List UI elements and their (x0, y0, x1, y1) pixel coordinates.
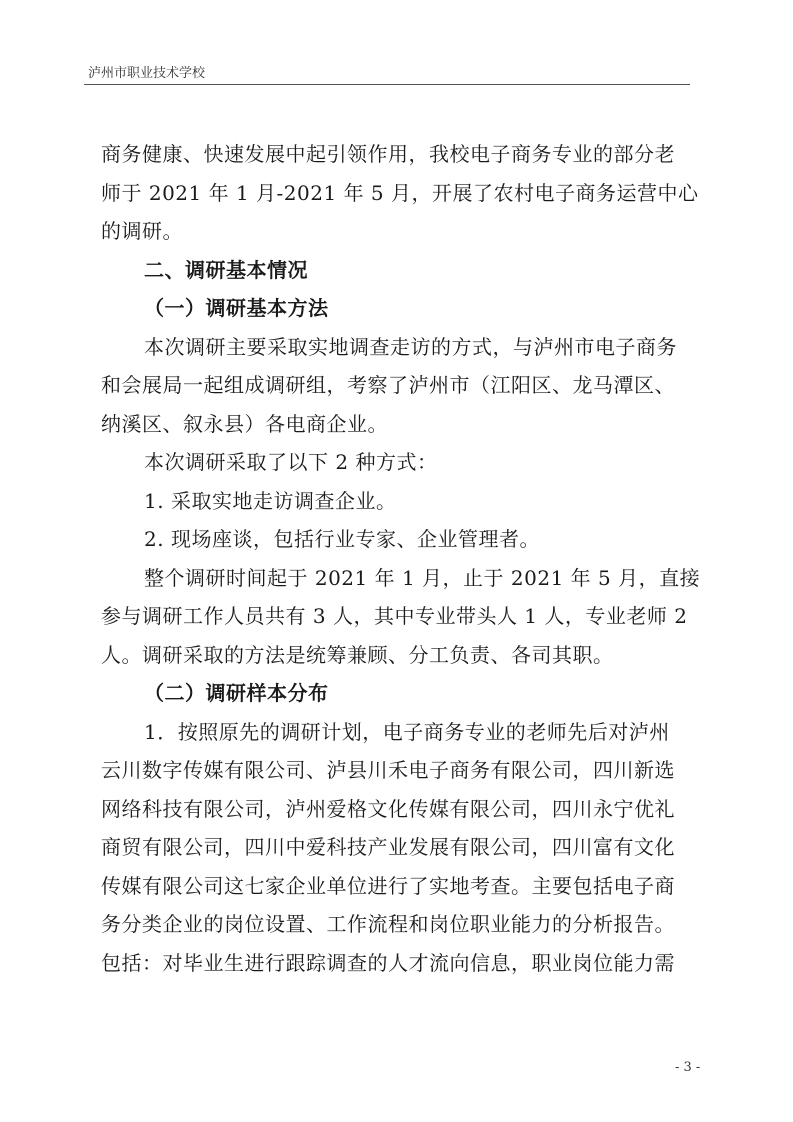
paragraph-line: 参与调研工作人员共有 3 人，其中专业带头人 1 人，专业老师 2 (101, 604, 688, 628)
paragraph-line: 人。调研采取的方法是统筹兼顾、分工负责、各司其职。 (101, 642, 614, 667)
subsection-heading: （一）调研基本方法 (144, 296, 329, 320)
running-header: 泸州市职业技术学校 (88, 66, 206, 81)
paragraph-line: 本次调研采取了以下 2 种方式： (144, 450, 438, 474)
list-item: 1. 采取实地走访调查企业。 (144, 488, 397, 513)
paragraph-line: 纳溪区、叙永县）各电商企业。 (101, 411, 388, 436)
paragraph-line: 本次调研主要采取实地调查走访的方式，与泸州市电子商务 (144, 334, 677, 359)
paragraph-line: 包括：对毕业生进行跟踪调查的人才流向信息，职业岗位能力需 (101, 950, 675, 975)
paragraph-line: 的调研。 (101, 219, 183, 243)
paragraph-line: 商贸有限公司，四川中爱科技产业发展有限公司，四川富有文化 (101, 835, 675, 859)
paragraph-line: 务分类企业的岗位设置、工作流程和岗位职业能力的分析报告。 (101, 912, 675, 936)
paragraph-line: 1．按照原先的调研计划，电子商务专业的老师先后对泸州 (144, 719, 670, 744)
paragraph-line: 师于 2021 年 1 月-2021 年 5 月，开展了农村电子商务运营中心 (101, 180, 699, 205)
paragraph-line: 云川数字传媒有限公司、泸县川禾电子商务有限公司，四川新选 (101, 758, 675, 782)
paragraph-line: 网络科技有限公司，泸州爱格文化传媒有限公司，四川永宁优礼 (101, 796, 675, 821)
document-body (101, 135, 699, 982)
paragraph-line: 和会展局一起组成调研组，考察了泸州市（江阳区、龙马潭区、 (101, 373, 675, 397)
list-item: 2. 现场座谈，包括行业专家、企业管理者。 (144, 527, 540, 551)
paragraph-line: 传媒有限公司这七家企业单位进行了实地考查。主要包括电子商 (101, 873, 675, 898)
subsection-heading: （二）调研样本分布 (144, 681, 329, 705)
page-number: - 3 - (675, 1060, 701, 1075)
header-divider (84, 84, 690, 85)
paragraph-line: 商务健康、快速发展中起引领作用，我校电子商务专业的部分老 (101, 142, 675, 166)
section-heading: 二、调研基本情况 (144, 257, 308, 282)
paragraph-line: 整个调研时间起于 2021 年 1 月，止于 2021 年 5 月，直接 (144, 565, 701, 590)
